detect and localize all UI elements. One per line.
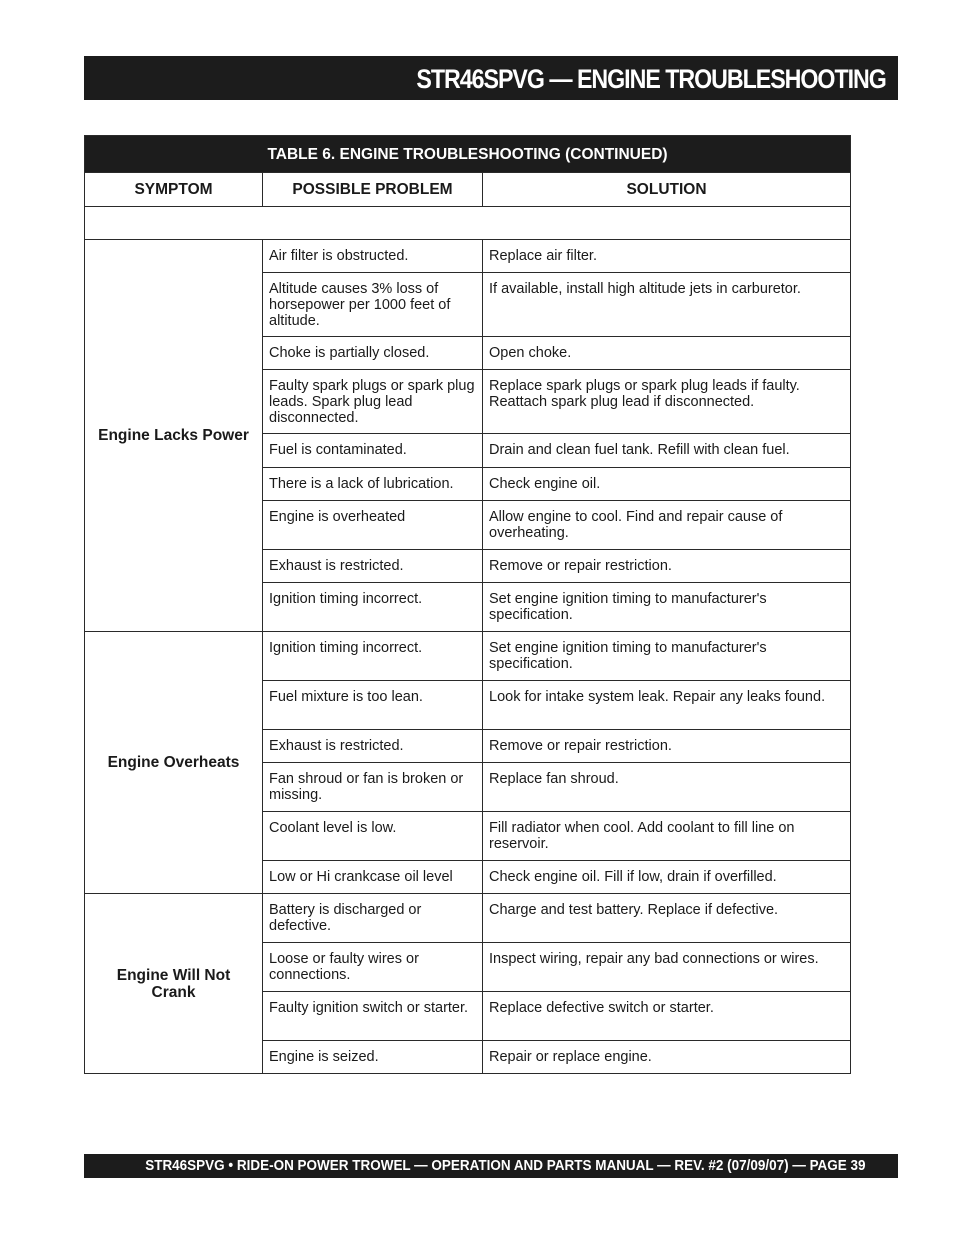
solution-cell: Allow engine to cool. Find and repair cause of overheating. [483,501,851,550]
problem-cell: Coolant level is low. [263,812,483,861]
solution-cell: Charge and test battery. Replace if defective. [483,894,851,943]
problem-cell: There is a lack of lubrication. [263,468,483,501]
blank-row [85,207,851,240]
problem-cell: Battery is discharged or defective. [263,894,483,943]
column-header-solution: SOLUTION [483,173,851,207]
solution-cell: Set engine ignition timing to manufacturer's specification. [483,583,851,632]
problem-cell: Faulty ignition switch or starter. [263,992,483,1041]
problem-cell: Exhaust is restricted. [263,550,483,583]
table-caption-row [85,136,851,173]
symptom-cell: Engine Lacks Power [85,240,263,632]
table-row [85,240,851,273]
problem-cell: Loose or faulty wires or connections. [263,943,483,992]
column-header-possible-problem: POSSIBLE PROBLEM [263,173,483,207]
symptom-cell: Engine Overheats [85,632,263,894]
problem-cell: Ignition timing incorrect. [263,583,483,632]
solution-cell: Fill radiator when cool. Add coolant to fill line on reservoir. [483,812,851,861]
solution-cell: Remove or repair restriction. [483,730,851,763]
column-header-symptom: SYMPTOM [85,173,263,207]
solution-cell: Set engine ignition timing to manufacturer's specification. [483,632,851,681]
page-footer: STR46SPVG • RIDE-ON POWER TROWEL — OPERATION AND PARTS MANUAL — REV. #2 (07/09/07) — PAGE 39 [145,1158,866,1174]
solution-cell: Replace fan shroud. [483,763,851,812]
blank-cell [85,207,851,240]
problem-cell: Ignition timing incorrect. [263,632,483,681]
problem-cell: Faulty spark plugs or spark plug leads. Spark plug lead disconnected. [263,370,483,434]
page-footer-bar [84,1154,898,1178]
problem-cell: Air filter is obstructed. [263,240,483,273]
table-header-row [85,173,851,207]
solution-cell: Check engine oil. [483,468,851,501]
problem-cell: Engine is seized. [263,1041,483,1074]
problem-cell: Altitude causes 3% loss of horsepower per 1000 feet of altitude. [263,273,483,337]
solution-cell: Repair or replace engine. [483,1041,851,1074]
solution-cell: Drain and clean fuel tank. Refill with clean fuel. [483,434,851,468]
troubleshooting-table [84,135,851,1074]
solution-cell: Replace spark plugs or spark plug leads if faulty. Reattach spark plug lead if disconnected. [483,370,851,434]
table-row [85,894,851,943]
problem-cell: Fan shroud or fan is broken or missing. [263,763,483,812]
table-row [85,632,851,681]
symptom-cell: Engine Will Not Crank [85,894,263,1074]
problem-cell: Fuel mixture is too lean. [263,681,483,730]
problem-cell: Exhaust is restricted. [263,730,483,763]
page-title-bar [84,56,898,100]
solution-cell: If available, install high altitude jets in carburetor. [483,273,851,337]
problem-cell: Fuel is contaminated. [263,434,483,468]
problem-cell: Choke is partially closed. [263,337,483,370]
table-caption: TABLE 6. ENGINE TROUBLESHOOTING (CONTINUED) [85,136,851,173]
solution-cell: Look for intake system leak. Repair any leaks found. [483,681,851,730]
solution-cell: Replace air filter. [483,240,851,273]
solution-cell: Check engine oil. Fill if low, drain if overfilled. [483,861,851,894]
solution-cell: Remove or repair restriction. [483,550,851,583]
problem-cell: Engine is overheated [263,501,483,550]
page-title: STR46SPVG — ENGINE TROUBLESHOOTING [416,64,886,94]
problem-cell: Low or Hi crankcase oil level [263,861,483,894]
solution-cell: Replace defective switch or starter. [483,992,851,1041]
solution-cell: Inspect wiring, repair any bad connections or wires. [483,943,851,992]
solution-cell: Open choke. [483,337,851,370]
